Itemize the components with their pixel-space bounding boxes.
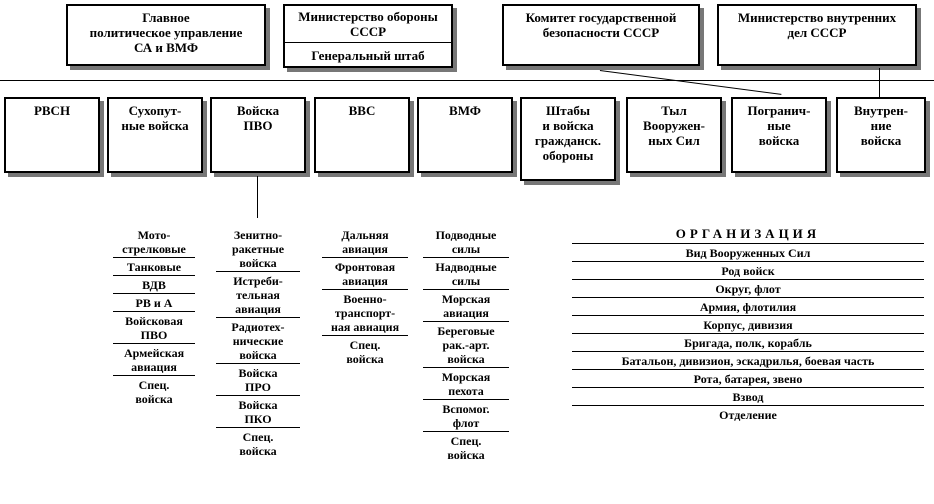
- list-item: Армейская авиация: [113, 344, 195, 376]
- list-item: Войска ПКО: [216, 396, 300, 428]
- mvd-box: [717, 4, 917, 66]
- list-item: ВДВ: [113, 276, 195, 294]
- list-item: Войска ПРО: [216, 364, 300, 396]
- sv-list: [113, 226, 195, 407]
- connector-bus: [0, 80, 934, 81]
- list-item: Подводные силы: [423, 226, 509, 258]
- organization-row: Вид Вооруженных Сил: [572, 244, 924, 262]
- branch-sv: [107, 97, 203, 173]
- organization-row: Бригада, полк, корабль: [572, 334, 924, 352]
- organization-row: Армия, флотилия: [572, 298, 924, 316]
- branch-vvs-label: ВВС: [348, 103, 376, 118]
- pvo-list: [216, 226, 300, 459]
- list-item: Надводные силы: [423, 258, 509, 290]
- branch-go-label: Штабы и войска гражданск. обороны: [534, 103, 602, 163]
- branch-vvs: [314, 97, 410, 173]
- organization-row: Взвод: [572, 388, 924, 406]
- list-item: Мото- стрелковые: [113, 226, 195, 258]
- organization-row: Округ, флот: [572, 280, 924, 298]
- list-item: Вспомог. флот: [423, 400, 509, 432]
- list-item: РВ и А: [113, 294, 195, 312]
- organization-row: Род войск: [572, 262, 924, 280]
- list-item: Зенитно- ракетные войска: [216, 226, 300, 272]
- mo-divider: [285, 42, 451, 43]
- branch-go: [520, 97, 616, 181]
- branch-sv-label: Сухопут- ные войска: [121, 103, 189, 133]
- list-item: Дальняя авиация: [322, 226, 408, 258]
- list-item: Истреби- тельная авиация: [216, 272, 300, 318]
- list-item: Спец. войска: [346, 338, 384, 366]
- branch-rvsn: [4, 97, 100, 173]
- organization-row: Корпус, дивизия: [572, 316, 924, 334]
- connector-mvd-vv: [879, 68, 880, 97]
- list-item: Спец. войска: [447, 434, 485, 462]
- list-item: Танковые: [113, 258, 195, 276]
- branch-pv-label: Погранич- ные войска: [747, 103, 811, 148]
- gpu-box: [66, 4, 266, 66]
- connector-kgb-pv: [600, 70, 782, 95]
- gpu-label: Главное политическое управление СА и ВМФ: [89, 10, 243, 55]
- list-item: Спец. войска: [239, 430, 277, 458]
- branch-vmf-label: ВМФ: [449, 103, 481, 118]
- mo-bottom-label: Генеральный штаб: [311, 48, 425, 63]
- branch-vv-label: Внутрен- ние войска: [853, 103, 909, 148]
- branch-rvsn-label: РВСН: [33, 103, 71, 118]
- list-item: Войсковая ПВО: [113, 312, 195, 344]
- branch-tyl-label: Тыл Вооружен- ных Сил: [643, 103, 705, 148]
- pvo-stem: [257, 176, 258, 218]
- list-item: Военно- транспорт- ная авиация: [322, 290, 408, 336]
- branch-tyl: [626, 97, 722, 173]
- list-item: Морская авиация: [423, 290, 509, 322]
- list-item: Морская пехота: [423, 368, 509, 400]
- vvs-list: [322, 226, 408, 367]
- organization-row: Батальон, дивизион, эскадрилья, боевая часть: [572, 352, 924, 370]
- branch-pv: [731, 97, 827, 173]
- organization-title: ОРГАНИЗАЦИЯ: [572, 227, 924, 244]
- kgb-label: Комитет государственной безопасности СССР: [525, 10, 677, 40]
- mvd-label: Министерство внутренних дел СССР: [737, 10, 897, 40]
- branch-pvo-label: Войска ПВО: [236, 103, 280, 133]
- branch-pvo: [210, 97, 306, 173]
- vmf-list: [423, 226, 509, 463]
- list-item: Береговые рак.-арт. войска: [423, 322, 509, 368]
- list-item: Радиотех- нические войска: [216, 318, 300, 364]
- list-item: Фронтовая авиация: [322, 258, 408, 290]
- organization-row: Отделение: [719, 408, 777, 422]
- organization-table: [572, 227, 924, 423]
- list-item: Спец. войска: [135, 378, 173, 406]
- branch-vmf: [417, 97, 513, 173]
- branch-vv: [836, 97, 926, 173]
- organization-row: Рота, батарея, звено: [572, 370, 924, 388]
- mo-box: [283, 4, 453, 68]
- mo-top-label: Министерство обороны СССР: [298, 9, 438, 39]
- kgb-box: [502, 4, 700, 66]
